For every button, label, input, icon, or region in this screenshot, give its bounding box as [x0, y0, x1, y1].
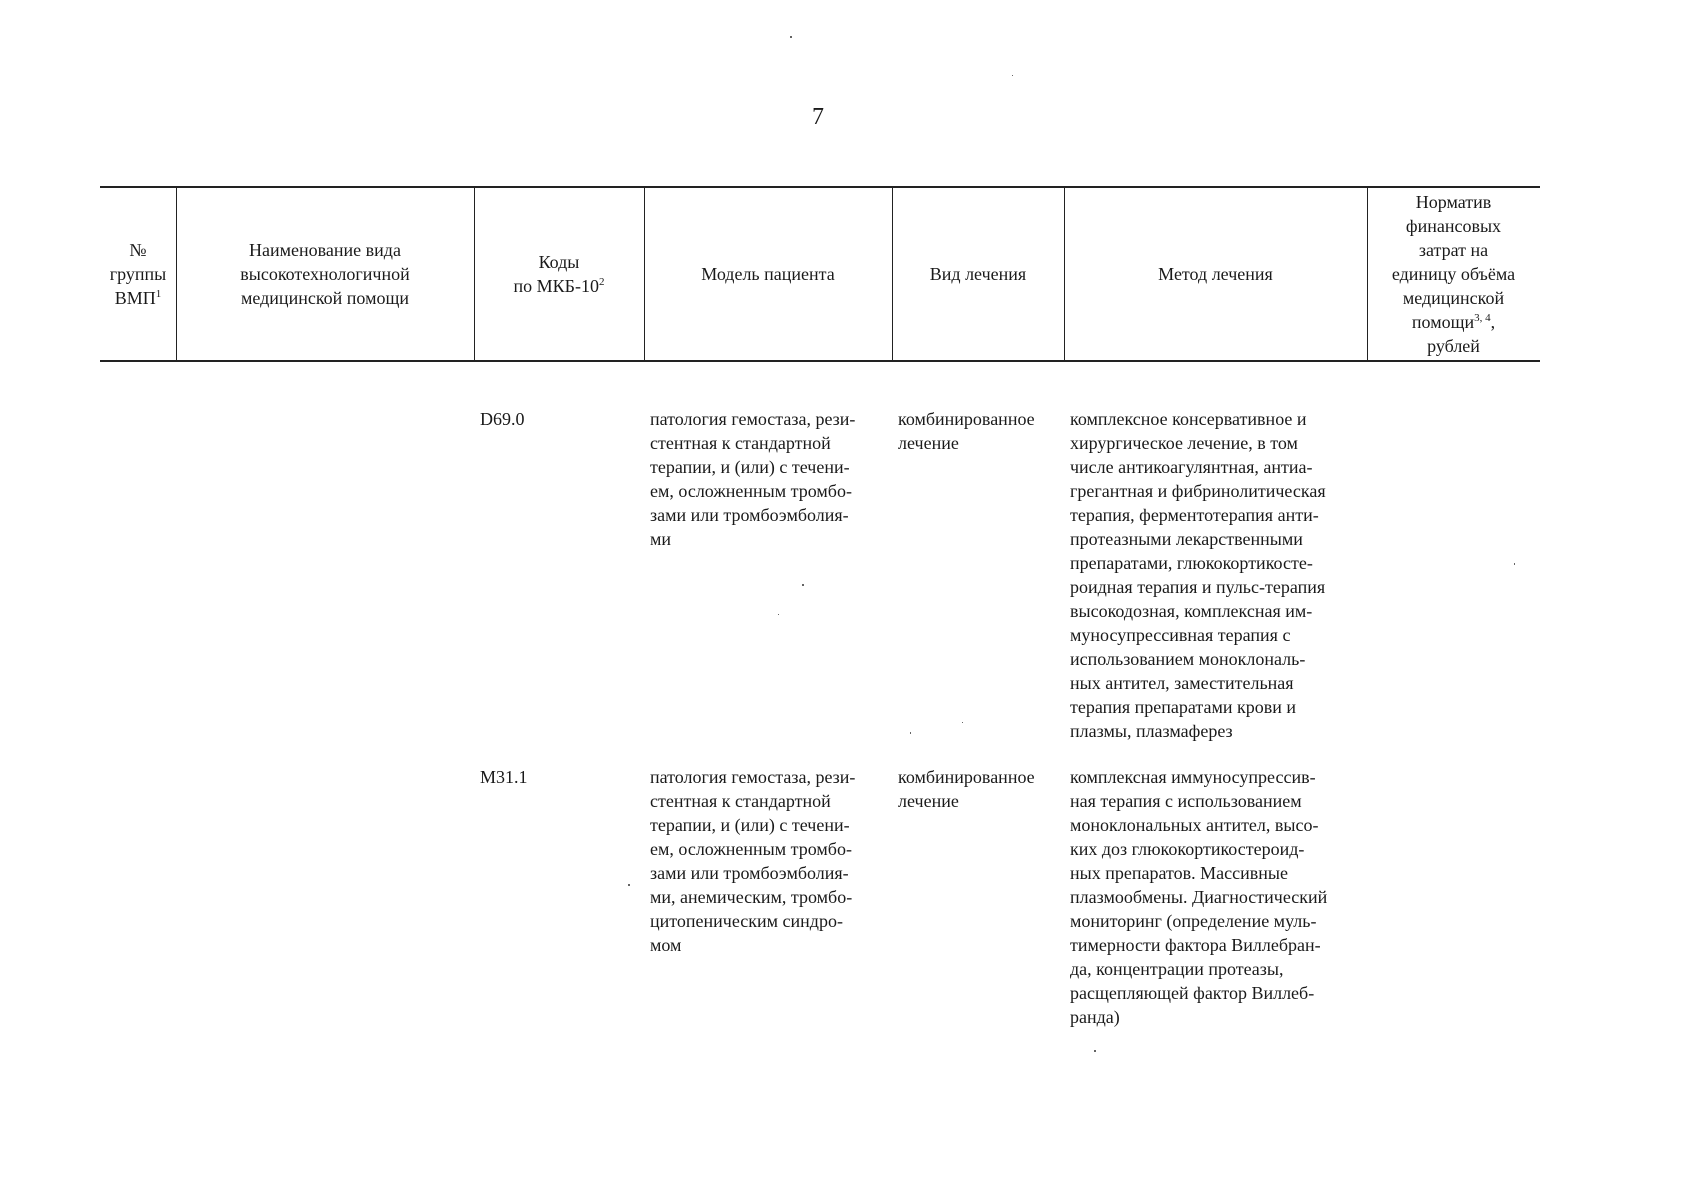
header-treatment-method-text: Метод лечения	[1158, 264, 1273, 284]
scan-speck	[778, 614, 779, 615]
scan-speck	[910, 732, 911, 734]
header-group-number-line3: ВМП	[114, 288, 156, 308]
header-cost-standard	[1367, 188, 1540, 360]
table-header	[100, 186, 1540, 362]
scan-speck	[790, 36, 792, 38]
header-patient-model	[644, 188, 892, 360]
header-cost-standard-footnote: 3, 4	[1474, 312, 1491, 324]
header-treatment-method	[1064, 188, 1367, 360]
row-2-treatment-method: комплексная иммуносупрессив- ная терапия с использованием моноклональных антител, высо- ких доз глюкокортикостероид- ных препаратов. Массивные плазмообмены. Диагностический мониторинг (определение муль- тимерности фактора Виллебран- да, концентрации протеазы, расщепляющей фактор Виллеб- ранда)	[1070, 767, 1328, 1027]
row-2-patient-model: патология гемостаза, рези- стентная к стандартной терапии, и (или) с течени- ем, осложненным тромбо- зами или тромбоэмболия- ми, анемическим, тромбо- цитопеническим синдро- мом	[650, 767, 856, 955]
row-2-icd-code: M31.1	[480, 767, 528, 787]
header-group-number-line2: группы	[109, 264, 167, 284]
header-treatment-type-text: Вид лечения	[929, 264, 1027, 284]
header-patient-model-text: Модель пациента	[701, 264, 835, 284]
row-1-treatment-method: комплексное консервативное и хирургическое лечение, в том числе антикоагулянтная, антиа- грегантная и фибринолитическая терапия, ферментотерапия анти- протеазными лекарственными препаратами, глюкокортикосте- роидная терапия и пульс-терапия высокодозная, комплексная им- муносупрессивная терапия с использованием моноклональ- ных антител, заместительная терапия препаратами крови и плазмы, плазмаферез	[1070, 409, 1326, 741]
row-2-treatment-type: комбинированное лечение	[898, 767, 1035, 811]
header-icd-codes-footnote: 2	[598, 276, 605, 288]
scan-speck	[1094, 1050, 1096, 1052]
header-treatment-type	[892, 188, 1064, 360]
page-number: 7	[812, 104, 824, 130]
header-group-number	[100, 188, 176, 360]
row-1-icd-code: D69.0	[480, 409, 525, 429]
header-care-type-name-text: Наименование вида высокотехнологичной медицинской помощи	[240, 240, 410, 308]
header-group-number-footnote: 1	[155, 288, 162, 300]
scan-speck	[962, 722, 963, 723]
header-cost-standard-tail: , рублей	[1427, 312, 1496, 356]
scan-speck	[1012, 75, 1013, 76]
row-1-treatment-type: комбинированное лечение	[898, 409, 1035, 453]
header-icd-codes-line1: Коды	[538, 252, 580, 272]
header-cost-standard-text: Норматив финансовых затрат на единицу объёма медицинской помощи	[1391, 192, 1516, 332]
scan-speck	[1514, 563, 1515, 565]
header-icd-codes	[474, 188, 644, 360]
scan-speck	[628, 884, 630, 886]
header-care-type-name	[176, 188, 474, 360]
header-icd-codes-line2: по МКБ-10	[513, 276, 599, 296]
scan-speck	[802, 584, 804, 586]
row-1-patient-model: патология гемостаза, рези- стентная к стандартной терапии, и (или) с течени- ем, осложненным тромбо- зами или тромбоэмболия- ми	[650, 409, 856, 549]
header-group-number-line1: №	[129, 240, 147, 260]
